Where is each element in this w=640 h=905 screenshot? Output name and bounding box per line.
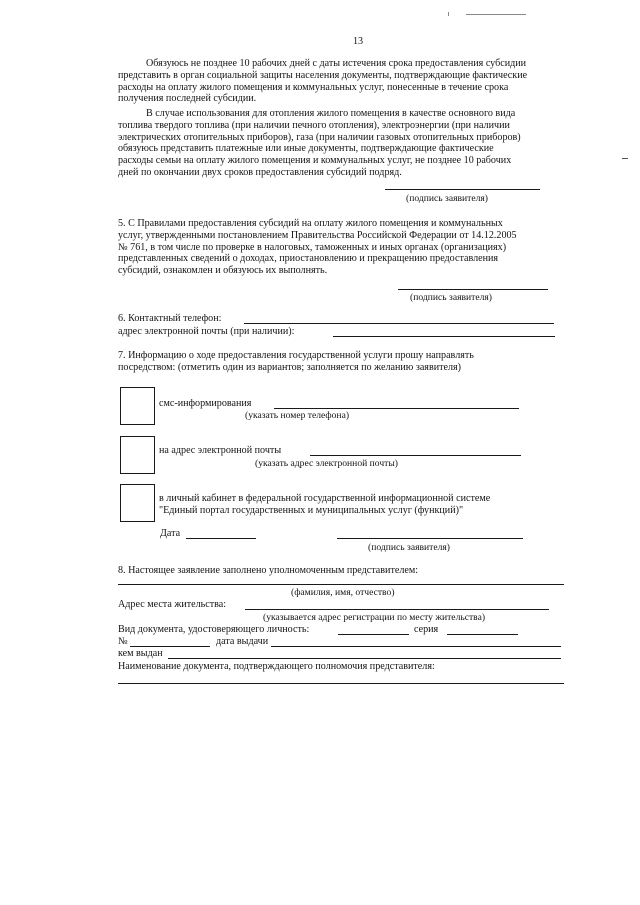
date-field[interactable] bbox=[186, 538, 256, 539]
section-7-intro bbox=[118, 350, 602, 374]
signature-line[interactable] bbox=[385, 189, 540, 190]
paragraph-line: топлива твердого топлива (при наличии печного отопления), электроэнергии (при наличии bbox=[118, 119, 510, 131]
signature-caption: (подпись заявителя) bbox=[406, 193, 489, 204]
phone-field[interactable] bbox=[244, 323, 554, 324]
email-option-caption: (указать адрес электронной почты) bbox=[255, 458, 398, 469]
phone-label: 6. Контактный телефон: bbox=[118, 313, 222, 324]
issued-by-label: кем выдан bbox=[118, 648, 163, 659]
portal-checkbox[interactable] bbox=[120, 484, 155, 522]
authority-document-label: Наименование документа, подтверждающего полномочия представителя: bbox=[118, 661, 435, 672]
scan-mark bbox=[622, 158, 628, 159]
paragraph-line: услуг, утвержденными постановлением Правительства Российской Федерации от 14.12.2005 bbox=[118, 229, 517, 241]
paragraph-line: В случае использования для отопления жилого помещения в качестве основного вида bbox=[146, 108, 516, 119]
paragraph-line: субсидий, ознакомлен и обязуюсь их выполнять. bbox=[118, 265, 328, 277]
address-field[interactable] bbox=[245, 609, 549, 610]
paragraph-line: расходы семьи на оплату жилого помещения и коммунальных услуг, не позднее 10 рабочих bbox=[118, 155, 512, 167]
portal-option-line-1: в личный кабинет в федеральной государственной информационной системе bbox=[159, 493, 491, 504]
signature-line[interactable] bbox=[337, 538, 523, 539]
issue-date-label: дата выдачи bbox=[216, 636, 269, 647]
representative-name-field[interactable] bbox=[118, 584, 564, 585]
obligation-paragraph-1 bbox=[118, 58, 602, 105]
obligation-paragraph-2 bbox=[118, 108, 602, 179]
email-address-field[interactable] bbox=[310, 455, 521, 456]
paragraph-line: электрических отопительных приборов), газа (при наличии газовых отопительных приборов) bbox=[118, 131, 521, 143]
paragraph-line: Обязуюсь не позднее 10 рабочих дней с даты истечения срока предоставления субсидии bbox=[146, 58, 527, 69]
paragraph-line: получения последней субсидии. bbox=[118, 93, 257, 105]
series-label: серия bbox=[414, 624, 439, 635]
signature-caption: (подпись заявителя) bbox=[410, 292, 493, 303]
email-label: адрес электронной почты (при наличии): bbox=[118, 326, 295, 337]
sms-option-label: смс-информирования bbox=[159, 398, 252, 409]
address-label: Адрес места жительства: bbox=[118, 599, 227, 610]
paragraph-line: № 761, в том числе по проверке в налоговых, таможенных и иных органах (организациях) bbox=[118, 241, 507, 253]
section-5-text bbox=[118, 218, 602, 277]
paragraph-line: посредством: (отметить один из вариантов; заполняется по желанию заявителя) bbox=[118, 361, 462, 373]
representative-name-caption: (фамилия, имя, отчество) bbox=[291, 587, 395, 598]
id-document-label: Вид документа, удостоверяющего личность: bbox=[118, 624, 310, 635]
paragraph-line: обязуюсь представить платежные или иные документы, подтверждающие фактические bbox=[118, 143, 494, 155]
email-option-label: на адрес электронной почты bbox=[159, 445, 282, 456]
paragraph-line: дней по окончании двух сроков предоставления субсидий подряд. bbox=[118, 166, 402, 178]
paragraph-line: 7. Информацию о ходе предоставления государственной услуги прошу направлять bbox=[118, 350, 474, 361]
paragraph-line: представить в орган социальной защиты населения документы, подтверждающие фактические bbox=[118, 69, 528, 81]
section-8-title: 8. Настоящее заявление заполнено уполномоченным представителем: bbox=[118, 565, 419, 576]
email-checkbox[interactable] bbox=[120, 436, 155, 474]
scan-mark bbox=[466, 14, 526, 15]
sms-option-caption: (указать номер телефона) bbox=[245, 410, 350, 421]
address-caption: (указывается адрес регистрации по месту жительства) bbox=[263, 612, 486, 623]
scan-mark bbox=[448, 12, 449, 16]
portal-option-line-2: "Единый портал государственных и муниципальных услуг (функций)" bbox=[159, 505, 464, 516]
sms-checkbox[interactable] bbox=[120, 387, 155, 425]
signature-line[interactable] bbox=[398, 289, 548, 290]
paragraph-line: представленных сведений о доходах, приостановлению и прекращению предоставления bbox=[118, 253, 499, 265]
sms-phone-field[interactable] bbox=[274, 408, 519, 409]
paragraph-line: 5. С Правилами предоставления субсидий на оплату жилого помещения и коммунальных bbox=[118, 218, 503, 229]
id-document-field[interactable] bbox=[338, 634, 409, 635]
authority-document-field[interactable] bbox=[118, 683, 564, 684]
date-label: Дата bbox=[160, 528, 181, 539]
signature-caption: (подпись заявителя) bbox=[368, 542, 451, 553]
email-field[interactable] bbox=[333, 336, 555, 337]
series-field[interactable] bbox=[447, 634, 518, 635]
paragraph-line: расходы на оплату жилого помещения и коммунальных услуг, понесенные в течение срока bbox=[118, 81, 509, 93]
issue-date-field[interactable] bbox=[271, 646, 561, 647]
number-label: № bbox=[118, 636, 128, 647]
page-number: 13 bbox=[353, 36, 364, 47]
issued-by-field[interactable] bbox=[168, 658, 561, 659]
number-field[interactable] bbox=[130, 646, 210, 647]
